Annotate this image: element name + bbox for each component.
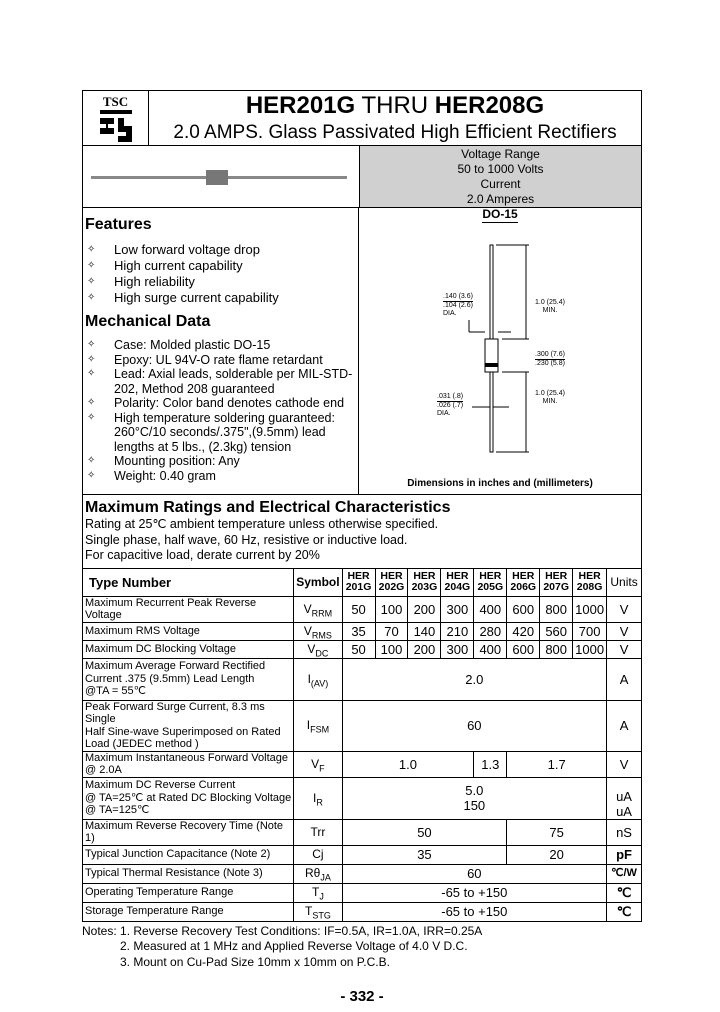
table-row: Typical Thermal Resistance (Note 3) $R\theta_{JA}$ 60 ℃/W xyxy=(83,864,642,883)
features-heading: Features xyxy=(85,216,152,233)
table-row: Peak Forward Surge Current, 8.3 ms Single Half Sine-wave Superimposed on Rated Load (JEDEC method ) $I_{FSM}$ 60 A xyxy=(83,700,642,751)
table-row: Typical Junction Capacitance (Note 2) Cj 35 20 pF xyxy=(83,845,642,864)
feature-item: ✧ High current capability xyxy=(87,258,243,273)
table-row: Maximum Average Forward Rectified Current .375 (9.5mm) Lead Length @TA = 55℃ $I_{(AV)}$ 2.0 A xyxy=(83,658,642,700)
ratings-note: Rating at 25℃ ambient temperature unless otherwise specified. xyxy=(85,517,439,531)
voltage-current-range: Voltage Range 50 to 1000 Volts Current 2.0 Amperes xyxy=(359,146,641,207)
features-section xyxy=(82,207,642,495)
mechanical-heading: Mechanical Data xyxy=(85,313,211,330)
notes: Notes: 1. Reverse Recovery Test Conditions: IF=0.5A, IR=1.0A, IRR=0.25A 2. Measured at 1 MHz and Applied Reverse Voltage of 4.0 V D.C. 3. Mount on Cu-Pad Size 10mm x 10mm on P.C.B. xyxy=(82,923,483,969)
diode-image-icon xyxy=(91,170,351,186)
page-title: HER201G THRU HER208G xyxy=(245,92,545,119)
subtitle: 2.0 AMPS. Glass Passivated High Efficient Rectifiers xyxy=(173,122,617,143)
ratings-table xyxy=(82,568,642,922)
page-number: - 332 - xyxy=(340,988,384,1005)
feature-item: ✧ High reliability xyxy=(87,274,195,289)
ratings-heading: Maximum Ratings and Electrical Characteristics xyxy=(85,499,451,516)
ratings-note: Single phase, half wave, 60 Hz, resistive or inductive load. xyxy=(85,532,408,547)
table-row: Maximum Instantaneous Forward Voltage @ 2.0A $V_F$ 1.0 1.3 1.7 V xyxy=(83,751,642,777)
package-name: DO-15 xyxy=(482,207,518,221)
table-row: Maximum Recurrent Peak Reverse Voltage $V_{RRM}$ 50 100 200 300 400 600 800 1000 V xyxy=(83,596,642,622)
table-row: Storage Temperature Range $T_{STG}$ -65 to +150 ℃ xyxy=(83,902,642,921)
table-row: Operating Temperature Range $T_J$ -65 to +150 ℃ xyxy=(83,883,642,902)
dimensions-caption: Dimensions in inches and (millimeters) xyxy=(407,478,593,489)
mech-item: ✧ Mounting position: Any xyxy=(87,454,240,468)
table-row: Maximum Reverse Recovery Time (Note 1) Trr 50 75 nS xyxy=(83,819,642,845)
logo-mark-icon xyxy=(96,110,136,142)
package-drawing xyxy=(358,207,641,494)
features-list xyxy=(83,207,358,494)
table-row: Maximum DC Blocking Voltage $V_{DC}$ 50 100 200 300 400 600 800 1000 V xyxy=(83,640,642,658)
wire-diameter-dim: .031 (.8) .026 (.7) DIA. xyxy=(437,393,464,417)
ratings-note: For capacitive load, derate current by 20% xyxy=(85,548,320,562)
lead-length-dim: 1.0 (25.4) MIN. xyxy=(535,299,565,314)
feature-item: ✧ Low forward voltage drop xyxy=(87,242,260,257)
product-summary xyxy=(82,145,642,208)
table-header-row: Type Number Symbol HER 201G HER 202G HER 203G HER 204G HER 205G HER 206G HER 207G HER 208G Units xyxy=(83,568,642,596)
ratings-intro xyxy=(82,495,642,569)
mech-item: ✧ High temperature soldering guaranteed: 260°C/10 seconds/.375",(9.5mm) lead lengths at 5 lbs., (2.3kg) tension xyxy=(87,410,335,454)
table-row: Maximum RMS Voltage $V_{RMS}$ 35 70 140 210 280 420 560 700 V xyxy=(83,622,642,640)
page-body xyxy=(82,207,642,1005)
do15-outline-icon xyxy=(359,207,641,477)
logo-text: TSC xyxy=(102,94,129,109)
body-length-dim: .300 (7.6) .230 (5.8) xyxy=(535,351,565,367)
feature-item: ✧ High surge current capability xyxy=(87,290,279,305)
tsc-logo xyxy=(83,91,149,145)
mech-item: ✧ Case: Molded plastic DO-15 xyxy=(87,338,271,352)
mech-item: ✧ Weight: 0.40 gram xyxy=(87,468,216,483)
lead-length-dim-2: 1.0 (25.4) MIN. xyxy=(535,390,565,405)
table-row: Maximum DC Reverse Current @ TA=25℃ at Rated DC Blocking Voltage @ TA=125℃ $I_R$ 5.0 150 uA uA xyxy=(83,777,642,819)
header xyxy=(82,90,642,146)
mech-item: ✧ Polarity: Color band denotes cathode end xyxy=(87,396,345,410)
body-diameter-dim: .140 (3.6) .104 (2.6) DIA. xyxy=(443,293,473,317)
mech-item: ✧ Lead: Axial leads, solderable per MIL-STD-202, Method 208 guaranteed xyxy=(87,367,353,396)
mech-item: ✧ Epoxy: UL 94V-O rate flame retardant xyxy=(87,352,323,367)
